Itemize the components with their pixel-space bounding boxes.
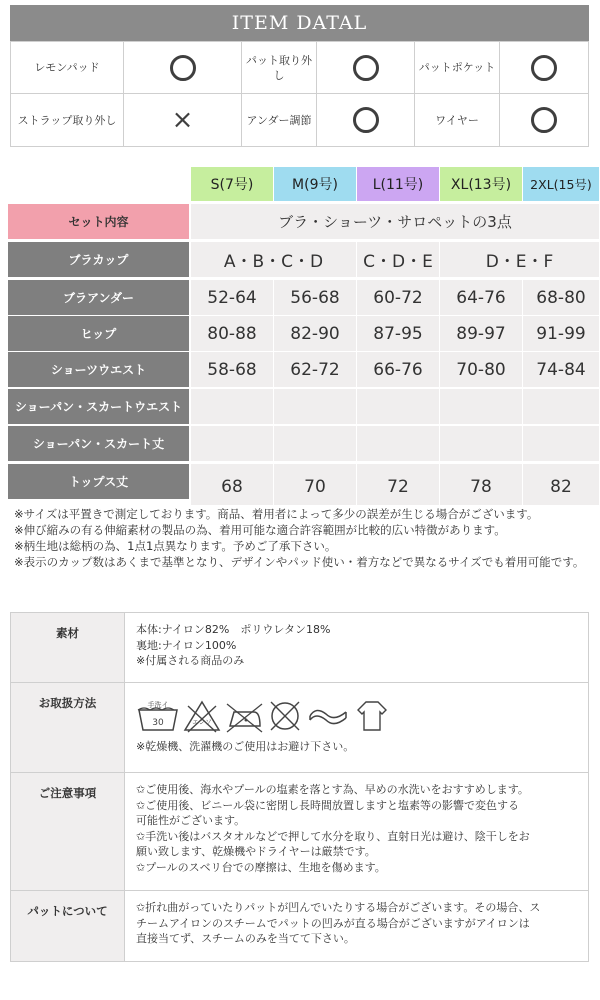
feature-mark-under-adjust xyxy=(317,94,415,146)
feature-mark-pad-pocket xyxy=(500,42,588,94)
low-iron-icon xyxy=(224,698,264,734)
svg-text:30: 30 xyxy=(152,718,164,728)
detail-label-material: 素材 xyxy=(11,613,124,683)
empty-cell xyxy=(523,389,599,424)
empty-cell xyxy=(191,389,273,424)
waist-value: 66-76 xyxy=(357,352,439,387)
waist-value: 70-80 xyxy=(440,352,522,387)
empty-cell xyxy=(357,426,439,461)
hand-wash-icon xyxy=(136,698,180,734)
tops-value: 70 xyxy=(274,464,356,505)
cup-value-l: C・D・E xyxy=(357,242,439,277)
size-notes xyxy=(14,506,594,570)
waist-value: 62-72 xyxy=(274,352,356,387)
circle-mark-icon xyxy=(170,55,196,81)
row-label-set: セット内容 xyxy=(8,204,189,239)
no-chlorine-bleach-icon xyxy=(182,698,222,734)
empty-cell xyxy=(357,389,439,424)
under-value: 64-76 xyxy=(440,280,522,315)
note-line: ※柄生地は総柄の為、1点1点異なります。予めご了承下さい。 xyxy=(14,539,337,553)
waist-value: 74-84 xyxy=(523,352,599,387)
feature-label-pad-removable: パット取り外し xyxy=(242,42,317,94)
svg-text:エンソ: エンソ xyxy=(192,718,212,726)
under-value: 56-68 xyxy=(274,280,356,315)
detail-body-care xyxy=(124,683,589,773)
hip-value: 89-97 xyxy=(440,316,522,351)
feature-mark-pad-removable xyxy=(317,42,415,94)
feature-label-strap-removable: ストラップ取り外し xyxy=(11,94,124,146)
empty-cell xyxy=(523,426,599,461)
feature-label-under-adjust: アンダー調節 xyxy=(242,94,317,146)
size-header-xl: XL(13号) xyxy=(440,167,522,201)
tops-value: 68 xyxy=(191,464,273,505)
feature-label-wire: ワイヤー xyxy=(415,94,500,146)
feature-label-pad-pocket: パットポケット xyxy=(415,42,500,94)
row-label-shorts-waist: ショーツウエスト xyxy=(8,352,189,387)
feature-mark-lemon-pad xyxy=(124,42,242,94)
detail-body-caution: ✩ご使用後、海水やプールの塩素を落とす為、早めの水洗いをおすすめします。 ✩ご使用後、ビニール袋に密閉し長時間放置しますと塩素等の影響で変色する 可能性がございます。 ✩手洗い後はバスタオルなどで押して水分を取り、直射日光は避け、陰干しをお 願い致します、乾燥機やドライヤーは厳禁です。 ✩プールのスベリ台での摩擦は、生地を傷めます。 xyxy=(124,773,589,891)
no-dry-clean-icon xyxy=(266,698,304,734)
under-value: 52-64 xyxy=(191,280,273,315)
note-line: ※伸び縮みの有る伸縮素材の製品の為、着用可能な適合許容範囲が比較的広い特徴があります。 xyxy=(14,523,506,537)
size-header-m: M(9号) xyxy=(274,167,356,201)
row-label-pants-length: ショーパン・スカート丈 xyxy=(8,426,189,461)
cup-value-s-m: A・B・C・D xyxy=(191,242,356,277)
empty-cell xyxy=(440,389,522,424)
svg-text:手洗イ: 手洗イ xyxy=(147,701,169,709)
feature-mark-strap-removable xyxy=(124,94,242,146)
size-header-s: S(7号) xyxy=(191,167,273,201)
row-label-under: ブラアンダー xyxy=(8,280,189,315)
note-line: ※表示のカップ数はあくまで基準となり、デザインやパッド使い・着方などで異なるサイズでも着用可能です。 xyxy=(14,555,585,569)
gentle-wring-icon xyxy=(306,698,350,734)
care-note: ※乾燥機、洗濯機のご使用はお避け下さい。 xyxy=(136,740,355,753)
empty-cell xyxy=(191,426,273,461)
feature-grid xyxy=(10,41,589,147)
detail-body-material: 本体:ナイロン82% ポリウレタン18% 裏地:ナイロン100% ※付属される商品のみ xyxy=(124,613,589,683)
hip-value: 80-88 xyxy=(191,316,273,351)
detail-table xyxy=(10,612,589,962)
detail-label-pad: パットについて xyxy=(11,891,124,961)
cross-mark-icon: × xyxy=(171,105,194,135)
item-detail-header: ITEM DATAL xyxy=(10,5,589,41)
row-label-hip: ヒップ xyxy=(8,316,189,351)
hip-value: 91-99 xyxy=(523,316,599,351)
row-label-pants-waist: ショーパン・スカートウエスト xyxy=(8,389,189,424)
feature-label-lemon-pad: レモンパッド xyxy=(11,42,124,94)
empty-cell xyxy=(274,426,356,461)
tops-value: 72 xyxy=(357,464,439,505)
care-symbols xyxy=(136,698,579,734)
empty-cell xyxy=(440,426,522,461)
empty-cell xyxy=(274,389,356,424)
detail-label-caution: ご注意事項 xyxy=(11,773,124,891)
tops-value: 82 xyxy=(523,464,599,505)
row-label-tops-length: トップス丈 xyxy=(8,464,189,499)
set-contents-value: ブラ・ショーツ・サロペットの3点 xyxy=(191,204,599,239)
under-value: 68-80 xyxy=(523,280,599,315)
circle-mark-icon xyxy=(353,107,379,133)
circle-mark-icon xyxy=(531,107,557,133)
note-line: ※サイズは平置きで測定しております。商品、着用者によって多少の誤差が生じる場合がございます。 xyxy=(14,507,539,521)
circle-mark-icon xyxy=(531,55,557,81)
detail-body-pad: ✩折れ曲がっていたりパットが凹んでいたりする場合がございます。その場合、ス チームアイロンのスチームでパットの凹みが直る場合がございますがアイロンは 直接当てず、スチームのみを当てて下さい。 xyxy=(124,891,589,961)
hip-value: 82-90 xyxy=(274,316,356,351)
feature-mark-wire xyxy=(500,94,588,146)
tops-value: 78 xyxy=(440,464,522,505)
row-label-cup: ブラカップ xyxy=(8,242,189,277)
waist-value: 58-68 xyxy=(191,352,273,387)
size-header-2xl: 2XL(15号) xyxy=(523,167,599,201)
circle-mark-icon xyxy=(353,55,379,81)
cup-value-xl-2xl: D・E・F xyxy=(440,242,599,277)
hip-value: 87-95 xyxy=(357,316,439,351)
hang-dry-icon xyxy=(352,698,392,734)
detail-label-care: お取扱方法 xyxy=(11,683,124,773)
under-value: 60-72 xyxy=(357,280,439,315)
size-header-l: L(11号) xyxy=(357,167,439,201)
